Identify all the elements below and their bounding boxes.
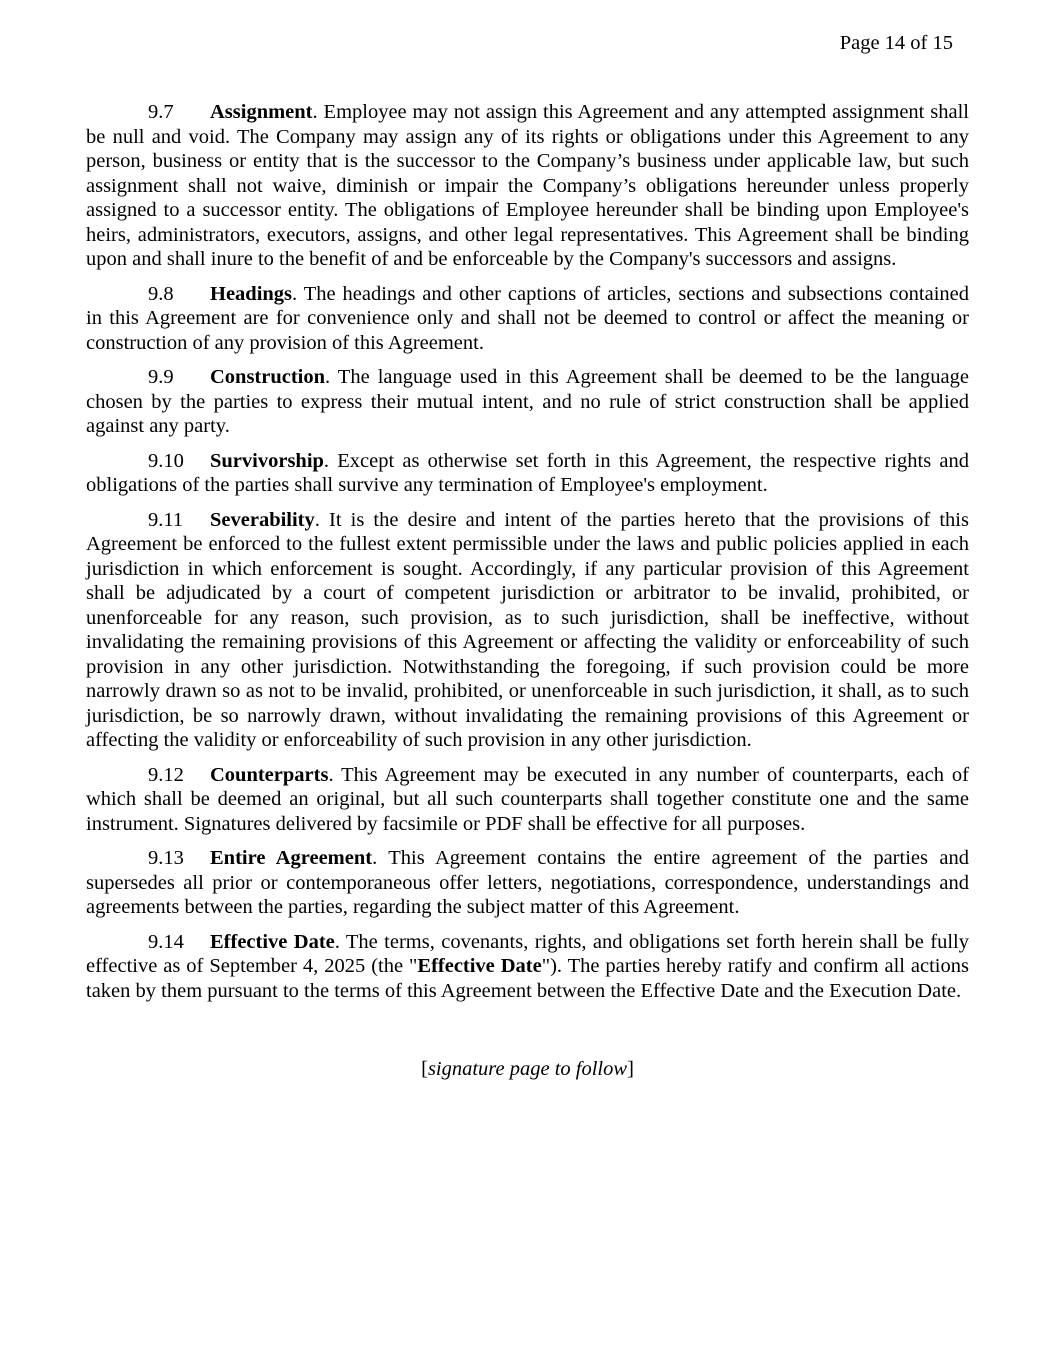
section-heading: Assignment [210,101,313,123]
section-number: 9.11 [148,508,184,531]
section-paragraph-9-10 [86,449,969,498]
section-heading: Counterparts [210,763,329,786]
section-number: 9.12 [148,763,184,786]
section-number: 9.9 [148,366,174,388]
text-run: . The terms, covenants, rights, and obligations set forth herein shall be fully effective as of September 4, 2025 (the " [86,930,969,977]
text-run: . Employee may not assign this Agreement and any attempted assignment shall be null and void. The Company may assign any of its rights or obligations under this Agreement to any person, business or entity that is the successor to the Company’s business under applicable law, but such assignment shall not waive, diminish or impair the Company’s obligations hereunder unless properly assigned to a successor entity. The obligations of Employee hereunder shall be binding upon Employee's heirs, administrators, executors, assigns, and other legal representatives. This Agreement shall be binding upon and shall inure to the benefit of and be enforceable by the Company's successors and assigns. [86,101,969,270]
section-number: 9.10 [148,449,184,472]
text-run: . The language used in this Agreement shall be deemed to be the language chosen by the parties to express their mutual intent, and no rule of strict construction shall be applied against any party. [86,366,969,437]
section-paragraph-9-11 [86,508,969,753]
text-run: . Except as otherwise set forth in this Agreement, the respective rights and obligations of the parties shall survive any termination of Employee's employment. [86,449,969,496]
section-heading: Effective Date [210,930,335,953]
section-number: 9.7 [148,101,174,123]
text-run: . It is the desire and intent of the parties hereto that the provisions of this Agreement be enforced to the fullest extent permissible under the laws and public policies applied in each jurisdiction in which enforcement is sought. Accordingly, if any particular provision of this Agreement shall be adjudicated by a court of competent jurisdiction or arbitrator to be invalid, prohibited, or unenforceable for any reason, such provision, as to such jurisdiction, shall be ineffective, without invalidating the remaining provisions of this Agreement or affecting the validity or enforceability of such provision in any other jurisdiction. Notwithstanding the foregoing, if such provision could be more narrowly drawn so as not to be invalid, prohibited, or unenforceable in such jurisdiction, it shall, as to such jurisdiction, be so narrowly drawn, without invalidating the remaining provisions of this Agreement or affecting the validity or enforceability of such provision in any other jurisdiction. [86,508,969,751]
text-run: signature page to follow [427,1058,628,1080]
document-body [86,100,969,1102]
section-number: 9.14 [148,930,184,953]
text-run: . This Agreement may be executed in any number of counterparts, each of which shall be deemed an original, but all such counterparts shall together constitute one and the same instrument. Signatures delivered by facsimile or PDF shall be effective for all purposes. [86,763,969,835]
section-number: 9.13 [148,847,184,869]
section-paragraph-9-7 [86,100,969,272]
section-paragraph-9-9 [86,365,969,439]
section-heading: Survivorship [210,449,324,472]
section-heading: Headings [210,282,293,305]
signature-page-note [86,1057,969,1082]
text-run: [ [421,1058,428,1080]
section-heading: Entire Agreement [210,847,373,869]
text-run: Effective Date [417,955,542,977]
section-heading: Construction [210,366,326,388]
section-paragraph-9-8 [86,282,969,356]
section-paragraph-9-13 [86,846,969,920]
text-run: . This Agreement contains the entire agreement of the parties and supersedes all prior or contemporaneous offer letters, negotiations, correspondence, understandings and agreements between the parties, regarding the subject matter of this Agreement. [86,847,969,918]
section-paragraph-9-14 [86,930,969,1004]
section-heading: Severability [210,508,315,531]
text-run: ] [627,1058,634,1080]
text-run: . The headings and other captions of articles, sections and subsections contained in this Agreement are for convenience only and shall not be deemed to control or affect the meaning or construction of any provision of this Agreement. [86,282,969,354]
section-paragraph-9-12 [86,763,969,837]
page-number-header: Page 14 of 15 [839,32,953,54]
section-number: 9.8 [148,282,174,305]
text-run: "). The parties hereby ratify and confirm all actions taken by them pursuant to the terms of this Agreement between the Effective Date and the Execution Date. [86,955,969,1002]
